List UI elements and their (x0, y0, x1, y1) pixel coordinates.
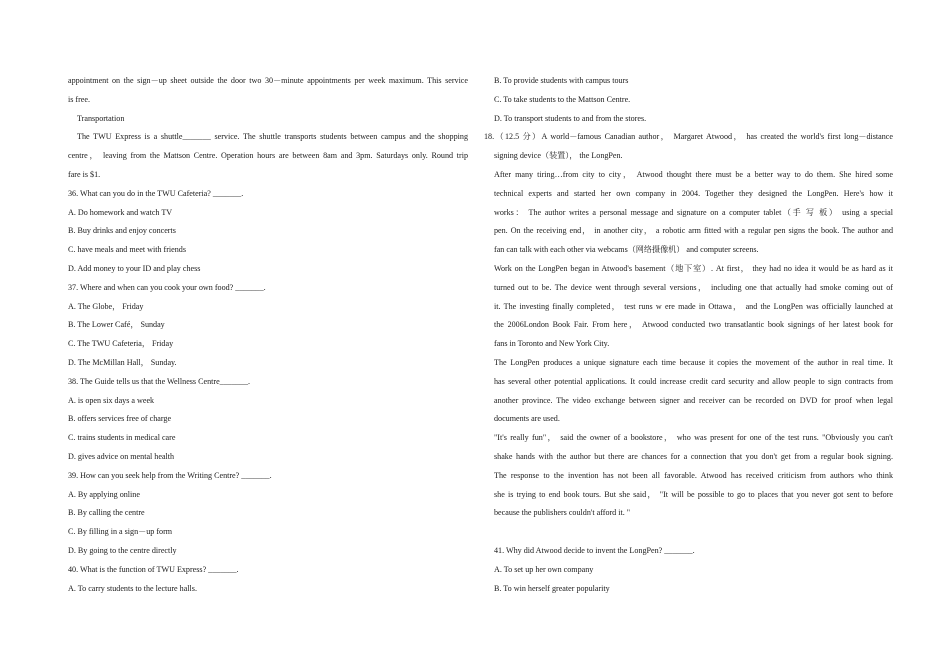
right-column (484, 72, 893, 598)
answer-option: B. offers services free of charge (68, 414, 172, 424)
answer-option: C. To take students to the Mattson Centre. (494, 94, 631, 104)
paragraph-line: shake hands with the author but there are chances for a connection that you don't get from a regular book signing. (494, 451, 893, 461)
paragraph-line: works： The author writes a personal message and signature on a computer tablet（手 写 板） using a special (494, 207, 893, 217)
paragraph-line: it. The investing finally completed， test runs w ere made in Ottawa， and the LongPen was officially launched at (494, 301, 893, 311)
left-column (68, 72, 468, 598)
paragraph-line: fan can talk with each other via webcams（网络摄像机） and computer screens. (494, 245, 759, 255)
answer-option: C. trains students in medical care (68, 433, 176, 443)
answer-option: D. gives advice on mental health (68, 451, 175, 461)
paragraph-line: Work on the LongPen began in Atwood's basement（地下室）. At first， they had no idea it would be as hard as it (494, 263, 893, 273)
answer-option: C. By filling in a sign－up form (68, 527, 173, 537)
answer-option: B. To provide students with campus tours (494, 76, 629, 85)
answer-option: D. By going to the centre directly (68, 545, 177, 555)
section-heading: Transportation (77, 113, 125, 123)
answer-option: C. have meals and meet with friends (68, 245, 186, 255)
paragraph-line: technical experts and started her own company in 2004. Together they designed the LongPen. Here's how it (494, 188, 893, 198)
answer-option: B. The Lower Café， Sunday (68, 320, 165, 330)
question-heading: 18.（12.5 分）A world－famous Canadian author， Margaret Atwood， has created the world's first long－distance (484, 132, 893, 142)
paragraph-line: is free. (68, 94, 91, 104)
paragraph-line: The response to the invention has not been all favorable. Atwood has received criticism from authors who think (494, 470, 893, 480)
paragraph-line: because the publishers couldn't afford it. " (494, 508, 631, 518)
answer-option: A. To set up her own company (494, 564, 594, 574)
question-stem: 39. How can you seek help from the Writing Centre? _______. (68, 470, 272, 480)
question-stem: 40. What is the function of TWU Express? _______. (68, 564, 239, 574)
paragraph-line: documents are used. (494, 414, 560, 424)
answer-option: A. By applying online (68, 489, 140, 499)
paragraph-line: has several other potential applications. It could increase credit card security and allow people to sign contracts from (494, 376, 893, 386)
paragraph-line: fare is $1. (68, 169, 101, 179)
question-stem: 41. Why did Atwood decide to invent the LongPen? _______. (494, 545, 695, 555)
answer-option: A. To carry students to the lecture halls. (68, 583, 197, 593)
answer-option: D. To transport students to and from the stores. (494, 113, 647, 123)
spacer (484, 523, 893, 542)
paragraph-line: centre， leaving from the Mattson Centre. Operation hours are between 8am and 3pm. Saturdays only. Round trip (68, 151, 468, 161)
answer-option: A. is open six days a week (68, 395, 155, 405)
answer-option: B. To win herself greater popularity (494, 583, 610, 593)
question-stem: 37. Where and when can you cook your own food? _______. (68, 282, 266, 292)
paragraph-line: she is trying to end book tours. But she said， "It will be possible to go to places that you never got sent to before (494, 489, 893, 499)
paragraph-line: turned out to be. The device went through several versions， including one that actually had smoke coming out of (494, 282, 893, 292)
answer-option: B. By calling the centre (68, 508, 145, 518)
question-heading: signing device（装置）， the LongPen. (494, 151, 623, 161)
question-stem: 36. What can you do in the TWU Cafeteria? _______. (68, 188, 244, 198)
paragraph-line: After many tiring…from city to city， Atwood thought there must be a better way to do them. She hired some (494, 169, 893, 179)
answer-option: A. The Globe， Friday (68, 301, 144, 311)
paragraph-line: appointment on the sign－up sheet outside the door two 30－minute appointments per week maximum. This service (68, 76, 468, 85)
paragraph-line: The TWU Express is a shuttle_______ service. The shuttle transports students between campus and the shopping (77, 132, 468, 142)
answer-option: C. The TWU Cafeteria， Friday (68, 339, 174, 349)
paragraph-line: fans in Toronto and New York City. (494, 339, 610, 349)
question-stem: 38. The Guide tells us that the Wellness Centre_______. (68, 376, 251, 386)
answer-option: A. Do homework and watch TV (68, 207, 173, 217)
paragraph-line: pen. On the receiving end， in another city， a robotic arm fitted with a regular pen signs the book. The author and (494, 226, 893, 236)
paragraph-line: another province. The video exchange between signer and receiver can be recorded on DVD for proof when legal (494, 395, 893, 405)
answer-option: D. The McMillan Hall， Sunday. (68, 357, 177, 367)
paragraph-line: "It's really fun"， said the owner of a bookstore， who was present for one of the test runs. "Obviously you can't (494, 433, 893, 443)
paragraph-line: The LongPen produces a unique signature each time because it copies the movement of the author in real time. It (494, 357, 893, 367)
paragraph-line: the 2006London Book Fair. From here， Atwood conducted two transatlantic book signings of her latest book for (494, 320, 893, 330)
answer-option: B. Buy drinks and enjoy concerts (68, 226, 176, 236)
answer-option: D. Add money to your ID and play chess (68, 263, 201, 273)
